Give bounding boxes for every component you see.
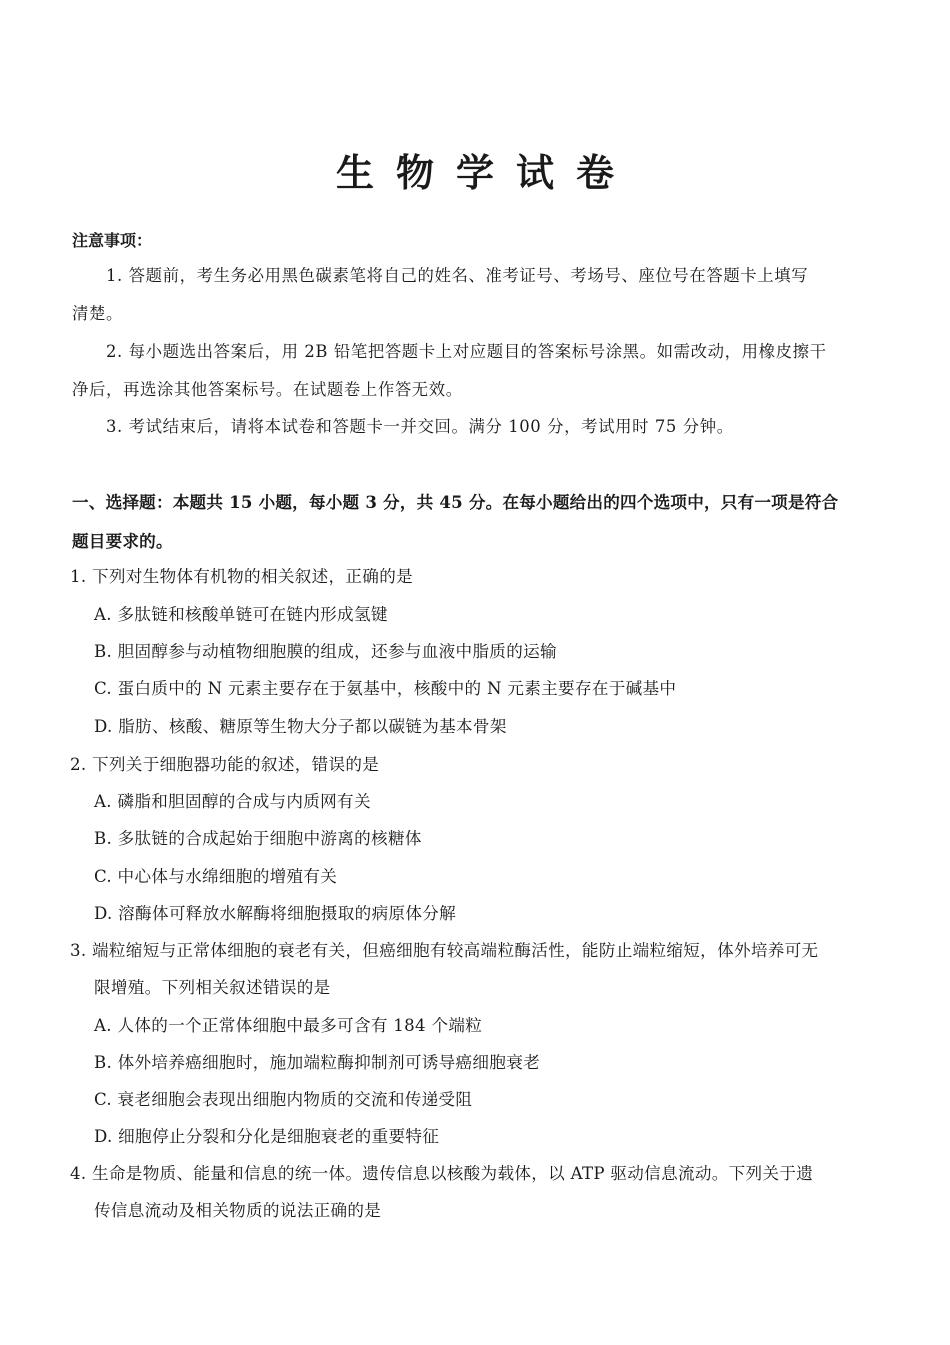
question-3-option-a: A. 人体的一个正常体细胞中最多可含有 184 个端粒	[94, 1016, 483, 1035]
page-title: 生物学试卷	[335, 150, 636, 195]
question-2-option-c: C. 中心体与水绵细胞的增殖有关	[94, 867, 338, 886]
question-3-option-b: B. 体外培养癌细胞时，施加端粒酶抑制剂可诱导癌细胞衰老	[94, 1053, 540, 1072]
question-3-option-c: C. 衰老细胞会表现出细胞内物质的交流和传递受阻	[94, 1090, 473, 1109]
question-1-option-c: C. 蛋白质中的 N 元素主要存在于氨基中，核酸中的 N 元素主要存在于碱基中	[94, 679, 677, 698]
notice-item-1-line1: 1. 答题前，考生务必用黑色碳素笔将自己的姓名、准考证号、考场号、座位号在答题卡上填写	[106, 266, 809, 285]
notice-item-2-line1: 2. 每小题选出答案后，用 2B 铅笔把答题卡上对应题目的答案标号涂黑。如需改动，用橡皮擦干	[106, 342, 827, 361]
question-2-option-d: D. 溶酶体可释放水解酶将细胞摄取的病原体分解	[94, 904, 457, 923]
section-heading-line2: 题目要求的。	[72, 531, 173, 551]
question-2-option-b: B. 多肽链的合成起始于细胞中游离的核糖体	[94, 829, 422, 848]
question-3-option-d: D. 细胞停止分裂和分化是细胞衰老的重要特征	[94, 1127, 440, 1146]
question-1-option-b: B. 胆固醇参与动植物细胞膜的组成，还参与血液中脂质的运输	[94, 642, 557, 661]
section-heading-line1: 一、选择题：本题共 15 小题，每小题 3 分，共 45 分。在每小题给出的四个选项中，只有一项是符合	[72, 492, 839, 512]
notice-item-3-line1: 3. 考试结束后，请将本试卷和答题卡一并交回。满分 100 分，考试用时 75 分钟。	[106, 417, 734, 436]
question-1-stem: 1. 下列对生物体有机物的相关叙述，正确的是	[70, 567, 413, 586]
question-2-stem: 2. 下列关于细胞器功能的叙述，错误的是	[70, 755, 380, 774]
notice-item-1-line2: 清楚。	[72, 304, 123, 323]
question-4-stem-line1: 4. 生命是物质、能量和信息的统一体。遗传信息以核酸为载体，以 ATP 驱动信息流动。下列关于遗	[70, 1164, 814, 1183]
question-2-option-a: A. 磷脂和胆固醇的合成与内质网有关	[94, 792, 371, 811]
question-1-option-a: A. 多肽链和核酸单链可在链内形成氢键	[94, 605, 388, 624]
notice-item-2-line2: 净后，再选涂其他答案标号。在试题卷上作答无效。	[72, 380, 463, 399]
question-4-stem-line2: 传信息流动及相关物质的说法正确的是	[94, 1201, 382, 1220]
question-3-stem-line1: 3. 端粒缩短与正常体细胞的衰老有关，但癌细胞有较高端粒酶活性，能防止端粒缩短，体外培养可无	[70, 941, 819, 960]
notice-heading: 注意事项：	[72, 231, 153, 250]
question-1-option-d: D. 脂肪、核酸、糖原等生物大分子都以碳链为基本骨架	[94, 717, 507, 736]
question-3-stem-line2: 限增殖。下列相关叙述错误的是	[94, 978, 331, 997]
